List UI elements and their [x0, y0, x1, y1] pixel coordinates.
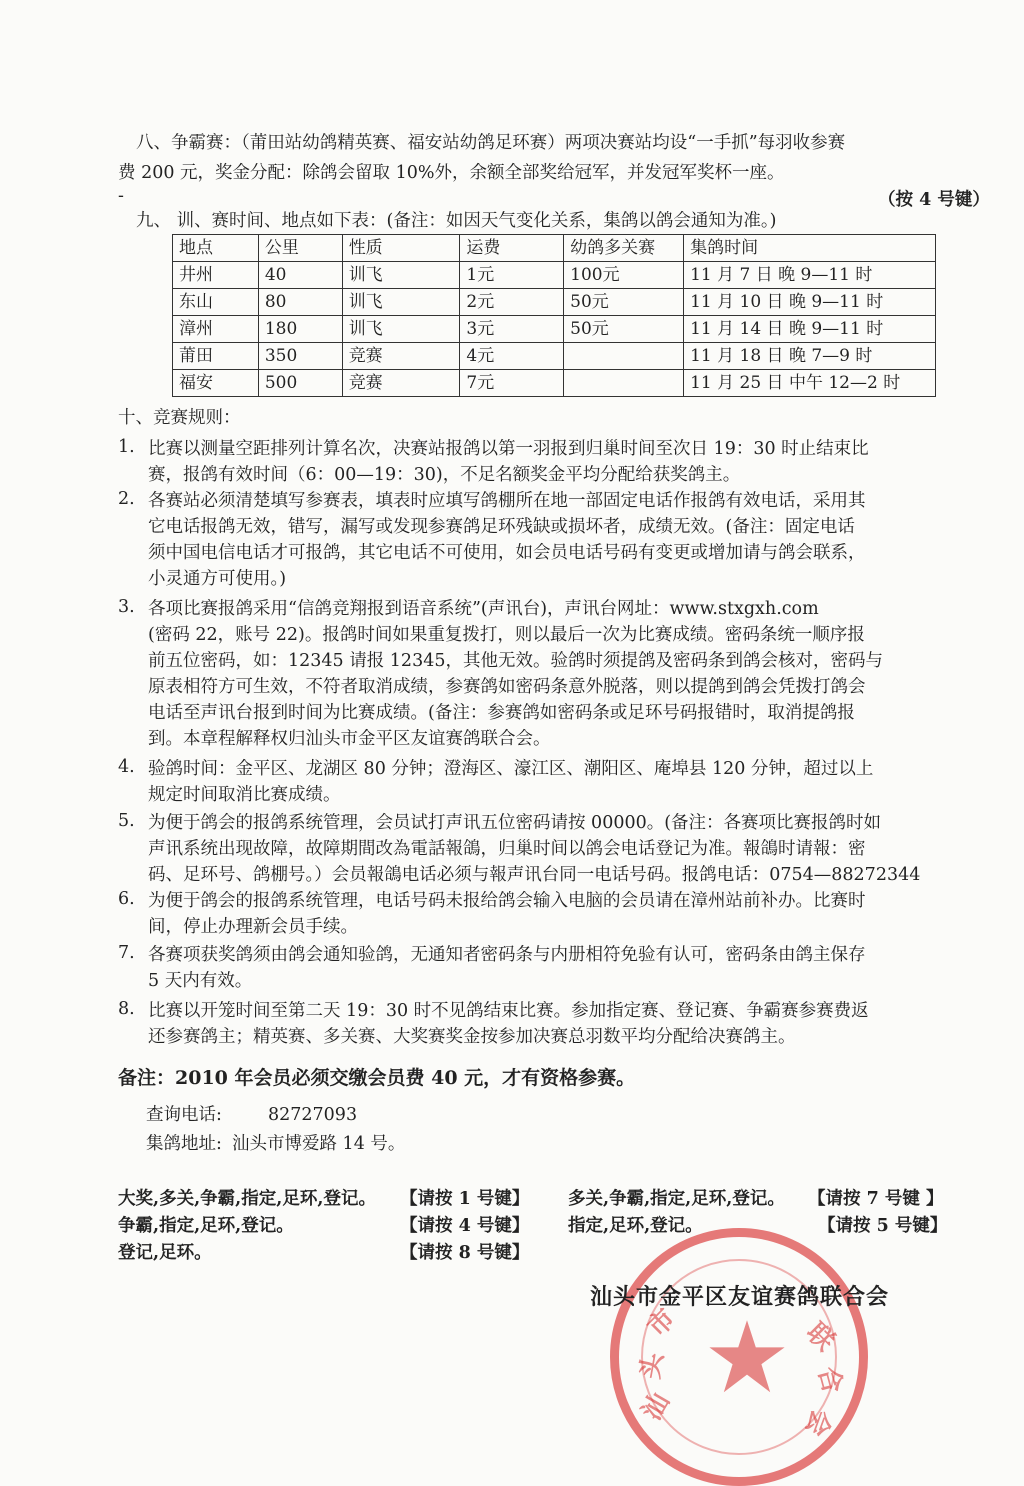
table-cell: 7元	[460, 370, 564, 397]
rule-number: 5.	[118, 811, 135, 831]
table-cell: 11 月 10 日 晚 9—11 时	[684, 289, 936, 316]
table-cell: 100元	[564, 262, 684, 289]
table-cell: 50元	[564, 289, 684, 316]
table-header: 公里	[258, 235, 342, 262]
official-seal	[610, 1228, 868, 1486]
rule-text: 须中国电信电话才可报鸽，其它电话不可使用，如会员电话号码有变更或增加请与鸽会联系，	[148, 543, 866, 563]
rule-number: 3.	[118, 597, 135, 617]
rule-text: 还参赛鸽主；精英赛、多关赛、大奖赛奖金按参加决赛总羽数平均分配给决赛鸽主。	[148, 1027, 796, 1047]
address-value: 汕头市博爱路 14 号。	[232, 1134, 406, 1154]
table-cell: 11 月 25 日 中午 12—2 时	[684, 370, 936, 397]
membership-note: 备注：2010 年会员必须交缴会员费 40 元，才有资格参赛。	[118, 1067, 636, 1089]
table-row	[173, 370, 936, 397]
table-header: 幼鸽多关赛	[564, 235, 684, 262]
key-instruction	[118, 1240, 212, 1267]
rule-text: 原表相符方可生效，不符者取消成绩，参赛鸽如密码条意外脱落，则以提鸽到鸽会凭拨打鸽会	[148, 677, 866, 697]
table-cell: 80	[258, 289, 342, 316]
table-row	[173, 316, 936, 343]
rule-number: 1.	[118, 437, 135, 457]
rule-text: 5 天内有效。	[148, 971, 253, 991]
rule-number: 4.	[118, 757, 135, 777]
rule-text: 电话至声讯台报到时间为比赛成绩。(备注：参赛鸽如密码条或足环号码报错时，取消提鸽报	[148, 703, 855, 723]
rule-number: 7.	[118, 943, 135, 963]
table-cell: 2元	[460, 289, 564, 316]
key-label: 【请按 8 号键】	[400, 1243, 530, 1263]
rule-number: 8.	[118, 999, 135, 1019]
table-cell: 11 月 7 日 晚 9—11 时	[684, 262, 936, 289]
address-label: 集鸽地址:	[146, 1134, 222, 1154]
rule-text: 规定时间取消比赛成绩。	[148, 785, 341, 805]
rule-number: 2.	[118, 489, 135, 509]
table-cell: 训飞	[342, 289, 460, 316]
key-instruction	[118, 1186, 376, 1213]
rule-text: 各赛站必须清楚填写参赛表，填表时应填写鸽棚所在地一部固定电话作报鸽有效电话，采用其	[148, 491, 866, 511]
rule-text: (密码 22，账号 22)。报鸽时间如果重复拨打，则以最后一次为比赛成绩。密码条统一顺序报	[148, 625, 865, 645]
table-cell	[564, 370, 684, 397]
section8-dash: -	[118, 186, 124, 206]
rule-text: 各赛项获奖鸽须由鸽会通知验鸽，无通知者密码条与内册相符免验有认可，密码条由鸽主保存	[148, 945, 866, 965]
table-cell: 3元	[460, 316, 564, 343]
organization-signature: 汕头市金平区友谊赛鸽联合会	[590, 1284, 890, 1310]
key-text: 指定,足环,登记。	[568, 1216, 703, 1236]
table-header: 运费	[460, 235, 564, 262]
section9-heading: 九、 训、赛时间、地点如下表：(备注：如因天气变化关系，集鸽以鸽会通知为准。)	[136, 211, 777, 231]
table-cell: 竞赛	[342, 370, 460, 397]
phone-number: 82727093	[268, 1105, 358, 1125]
rule-text: 比赛以测量空距排列计算名次，决赛站报鸽以第一羽报到归巢时间至次日 19：30 时止结束比	[148, 439, 869, 459]
table-cell: 福安	[173, 370, 259, 397]
table-cell: 训飞	[342, 316, 460, 343]
seal-glyph: 联	[800, 1317, 841, 1358]
key-label: 【请按 4 号键】	[400, 1216, 530, 1236]
rule-text: 为便于鸽会的报鸽系统管理，电话号码未报给鸽会输入电脑的会员请在漳州站前补办。比赛时	[148, 891, 866, 911]
rule-text: 为便于鸽会的报鸽系统管理，会员试打声讯五位密码请按 00000。(备注：各赛项比赛报鸽时如	[148, 813, 882, 833]
seal-glyph: 汕	[636, 1387, 676, 1426]
seal-glyph: 合	[811, 1363, 848, 1397]
table-cell: 40	[258, 262, 342, 289]
schedule-table	[172, 234, 936, 397]
rule-text: 码、足环号、鸽棚号。）会员報鴿电话必须与報声讯台同一电话号码。报鸽电话：0754—88272344	[148, 865, 921, 885]
section8-key: （按 4 号键）	[878, 190, 990, 210]
key-label: 【请按 7 号键 】	[808, 1189, 944, 1209]
table-row	[173, 289, 936, 316]
seal-glyph: 市	[641, 1303, 682, 1344]
table-header: 地点	[173, 235, 259, 262]
key-instruction	[118, 1213, 294, 1240]
table-cell: 500	[258, 370, 342, 397]
table-row	[173, 343, 936, 370]
table-cell: 漳州	[173, 316, 259, 343]
table-cell	[564, 343, 684, 370]
section8-line2: 费 200 元，奖金分配：除鸽会留取 10%外，余额全部奖给冠军，并发冠军奖杯一座。	[118, 163, 785, 183]
table-cell: 莆田	[173, 343, 259, 370]
rule-text: 间，停止办理新会员手续。	[148, 917, 358, 937]
key-instruction	[568, 1213, 703, 1240]
rule-text: 前五位密码，如：12345 请报 12345，其他无效。验鸽时须提鸽及密码条到鸽会核对，密码与	[148, 651, 883, 671]
rule-text: 验鸽时间：金平区、龙湖区 80 分钟；澄海区、濠江区、潮阳区、庵埠县 120 分钟，超过以上	[148, 759, 874, 779]
table-cell: 东山	[173, 289, 259, 316]
table-header-row	[173, 235, 936, 262]
seal-glyph: 会	[799, 1405, 837, 1440]
table-cell: 井州	[173, 262, 259, 289]
key-label: 【请按 1 号键】	[400, 1189, 530, 1209]
table-cell: 11 月 14 日 晚 9—11 时	[684, 316, 936, 343]
key-text: 多关,争霸,指定,足环,登记。	[568, 1189, 785, 1209]
section8-line1: 八、争霸赛：（莆田站幼鸽精英赛、福安站幼鸽足环赛）两项决赛站均设“一手抓”每羽收参赛	[136, 133, 846, 153]
section10-heading: 十、竞赛规则：	[118, 408, 241, 428]
rule-text: 各项比赛报鸽采用“信鸽竞翔报到语音系统”(声讯台)，声讯台网址：www.stxgxh.com	[148, 599, 819, 619]
seal-glyph: 头	[635, 1350, 670, 1382]
table-row	[173, 262, 936, 289]
table-cell: 训飞	[342, 262, 460, 289]
rule-text: 小灵通方可使用。)	[148, 569, 287, 589]
table-cell: 1元	[460, 262, 564, 289]
key-text: 争霸,指定,足环,登记。	[118, 1216, 294, 1236]
star-icon	[707, 1317, 787, 1397]
key-label: 【请按 5 号键】	[818, 1216, 948, 1236]
phone-label: 查询电话:	[146, 1105, 222, 1125]
table-cell: 180	[258, 316, 342, 343]
rule-text: 赛，报鸽有效时间（6：00—19：30)，不足名额奖金平均分配给获奖鸽主。	[148, 465, 741, 485]
key-text: 大奖,多关,争霸,指定,足环,登记。	[118, 1189, 376, 1209]
table-cell: 4元	[460, 343, 564, 370]
key-text: 登记,足环。	[118, 1243, 212, 1263]
table-cell: 11 月 18 日 晚 7—9 时	[684, 343, 936, 370]
rule-text: 比赛以开笼时间至第二天 19：30 时不见鸽结束比赛。参加指定赛、登记赛、争霸赛参赛费返	[148, 1001, 869, 1021]
rule-number: 6.	[118, 889, 135, 909]
rule-text: 到。本章程解释权归汕头市金平区友谊赛鸽联合会。	[148, 729, 551, 749]
table-cell: 50元	[564, 316, 684, 343]
table-cell: 350	[258, 343, 342, 370]
table-cell: 竞赛	[342, 343, 460, 370]
key-instruction	[568, 1186, 785, 1213]
rule-text: 声讯系统出现故障，故障期間改為電話報鴿，归巢时间以鸽会电话登记为准。報鴿时请報：密	[148, 839, 866, 859]
table-header: 性质	[342, 235, 460, 262]
table-header: 集鸽时间	[684, 235, 936, 262]
rule-text: 它电话报鸽无效，错写，漏写或发现参赛鸽足环残缺或损坏者，成绩无效。(备注：固定电话	[148, 517, 855, 537]
